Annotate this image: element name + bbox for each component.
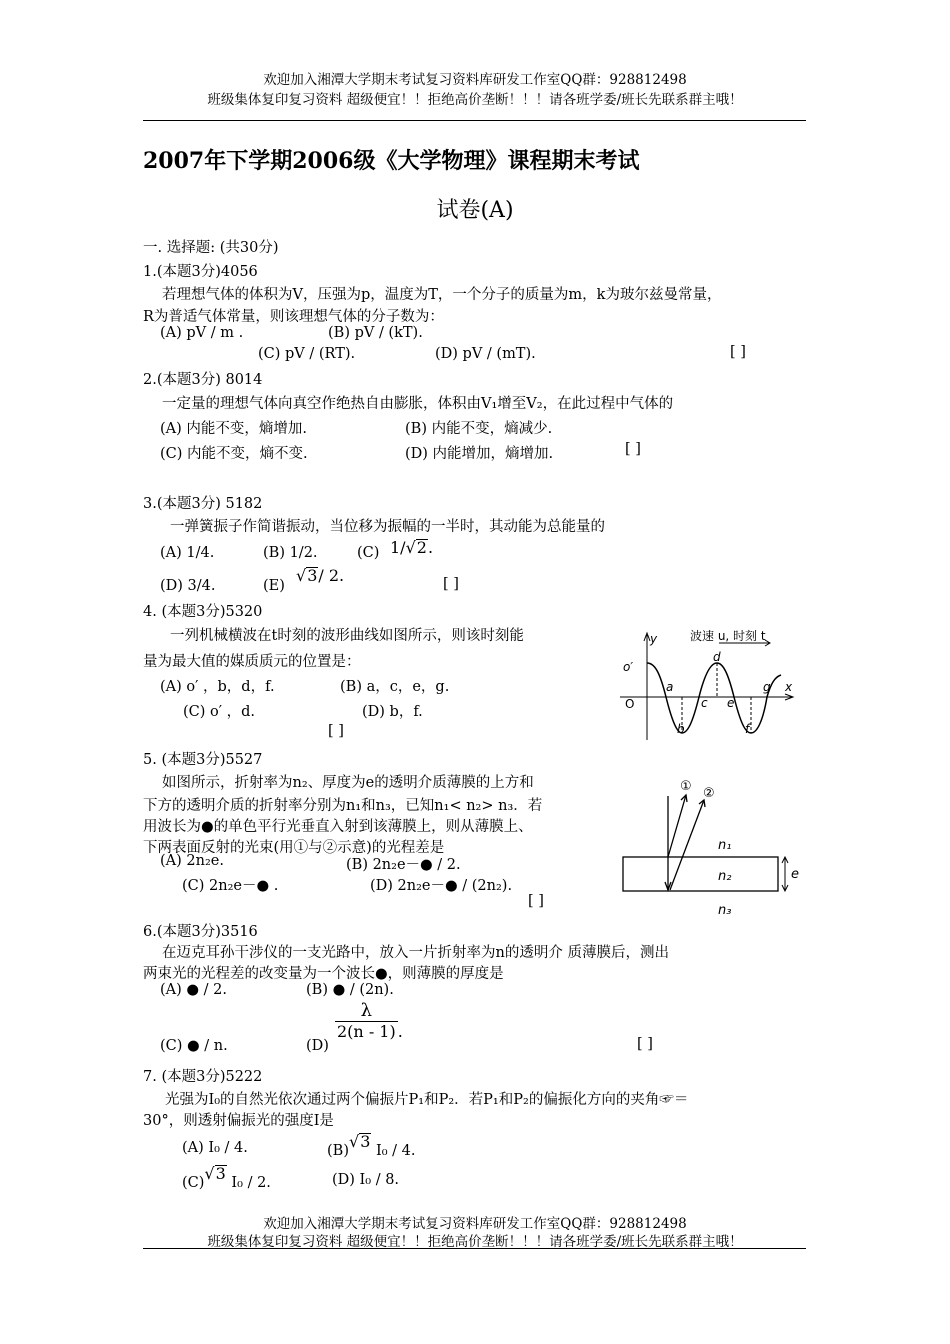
y-label: y [650,632,658,646]
n2-label: n₂ [718,869,732,884]
q7-option-b [327,1132,416,1159]
n1-label: n₁ [718,838,732,853]
q3-option-e-expr [296,566,344,585]
q5-option-b: (B) 2n₂e－● / 2. [346,857,461,873]
q2-option-b: (B) 内能不变，熵减少. [405,421,553,437]
point-c-label: c [701,696,708,710]
q4-stem-line2: 量为最大值的媒质质元的位置是： [143,654,361,670]
sqrt-sign-icon: √ [296,566,307,585]
q3-option-b: (B) 1/2. [263,545,318,561]
ray-1-label: ① [680,779,692,794]
q2-answer-bracket[interactable]: [ ] [625,441,641,457]
q3-answer-bracket[interactable]: [ ] [443,576,459,592]
film-layer [623,857,778,891]
q5-option-c: (C) 2n₂e－● . [182,878,279,894]
section-heading: 一. 选择题: (共30分) [143,240,279,256]
point-d-label: d [713,650,721,664]
q5-heading: 5. (本题3分)5527 [143,752,263,768]
q5-stem-line4: 下两表面反射的光束(用①与②示意)的光程差是 [143,840,445,856]
header-rule [143,120,806,121]
q2-option-d: (D) 内能增加，熵增加. [405,446,554,462]
sqrt-sign-icon: √ [348,1132,360,1151]
q3-option-c-label: (C) [357,545,380,561]
reflected-ray-2 [670,800,704,890]
q7-b-label: (B) [327,1143,349,1159]
q5-answer-bracket[interactable]: [ ] [528,893,544,909]
q2-heading: 2.(本题3分) 8014 [143,372,263,388]
q3-e-radicand: 3 [307,566,318,585]
q6-option-c: (C) ● / n. [160,1038,228,1054]
q5-option-d: (D) 2n₂e－● / (2n₂). [370,878,513,894]
q2-option-c: (C) 内能不变，熵不变. [160,446,308,462]
q4-option-a: (A) o′ ，b，d，f. [160,679,275,695]
footer-line-2: 班级集体复印复习资料 超级便宜！！拒绝高价垄断！！！请各班学委/班长先联系群主哦！ [207,1234,743,1250]
q7-c-radicand: 3 [215,1164,226,1183]
header-line-2: 班级集体复印复习资料 超级便宜！！拒绝高价垄断！！！请各班学委/班长先联系群主哦！ [207,92,743,108]
q3-heading: 3.(本题3分) 5182 [143,496,263,512]
q7-option-d: (D) I₀ / 8. [332,1172,400,1188]
point-g-label: g [763,680,771,694]
ray-2-label: ② [703,786,715,801]
q3-c-prefix: 1/ [390,538,406,557]
q1-option-c: (C) pV / (RT). [258,346,356,362]
q5-stem-line3: 用波长为●的单色平行光垂直入射到该薄膜上，则从薄膜上、 [143,819,533,835]
q6-option-b: (B) ● / (2n). [306,982,394,998]
q1-heading: 1.(本题3分)4056 [143,264,258,280]
q6-d-dot: . [397,1022,403,1041]
sqrt-sign-icon: √ [204,1164,215,1183]
q1-stem-line2: R为普适气体常量，则该理想气体的分子数为： [143,309,444,325]
o-prime-label: o′ [623,660,634,674]
q6-answer-bracket[interactable]: [ ] [637,1036,653,1052]
q7-option-c [182,1164,271,1191]
q4-wave-figure [615,625,805,743]
q3-option-d: (D) 3/4. [160,578,216,594]
q3-e-dot: . [339,566,345,585]
q7-option-a: (A) I₀ / 4. [182,1140,248,1156]
point-b-label: b [677,722,685,736]
point-e-label: e [727,696,735,710]
q5-option-a: (A) 2n₂e. [160,853,224,869]
q7-c-label: (C) [182,1175,205,1191]
q7-b-tail: I₀ / 4. [375,1143,416,1159]
point-a-label: a [666,680,674,694]
q4-option-c: (C) o′ ，d. [183,704,256,720]
wave-speed-label: 波速 u, 时刻 t [690,629,766,643]
q3-e-tail: / 2 [318,566,340,585]
thickness-label: e [791,867,799,882]
q7-c-tail: I₀ / 2. [231,1175,271,1191]
fraction-numerator: λ [360,1000,373,1021]
q5-stem-line2: 下方的透明介质的折射率分别为n₁和n₃，已知n₁< n₂> n₃．若 [143,798,543,814]
q1-stem-line1: 若理想气体的体积为V，压强为p，温度为T，一个分子的质量为m，k为玻尔兹曼常量， [162,287,722,303]
origin-label: O [625,697,635,711]
footer-line-1: 欢迎加入湘潭大学期末考试复习资料库研发工作室QQ群：928812498 [263,1216,687,1232]
q4-stem-line1: 一列机械横波在t时刻的波形曲线如图所示，则该时刻能 [170,628,524,644]
header-line-1: 欢迎加入湘潭大学期末考试复习资料库研发工作室QQ群：928812498 [263,72,687,88]
x-label: x [785,680,793,694]
q6-option-d-label: (D) [306,1038,329,1054]
q7-stem-line2: 30°，则透射偏振光的强度I是 [143,1113,334,1129]
q5-stem-line1: 如图所示，折射率为n₂、厚度为e的透明介质薄膜的上方和 [162,775,534,791]
q3-stem: 一弹簧振子作简谐振动，当位移为振幅的一半时，其动能为总能量的 [170,519,605,535]
reflected-ray-1 [668,795,686,857]
q6-option-a: (A) ● / 2. [160,982,227,998]
wave-curve [647,663,781,733]
q7-b-radicand: 3 [360,1132,371,1151]
q6-heading: 6.(本题3分)3516 [143,924,258,940]
q7-stem-line1: 光强为I₀的自然光依次通过两个偏振片P₁和P₂．若P₁和P₂的偏振化方向的夹角☞＝ [165,1092,689,1108]
q7-heading: 7. (本题3分)5222 [143,1069,263,1085]
q4-option-b: (B) a，c，e，g. [340,679,450,695]
q1-option-a: (A) pV / m . [160,325,244,341]
page-title: 2007年下学期2006级《大学物理》课程期末考试 [143,148,640,174]
page-subtitle: 试卷(A) [436,198,514,223]
q4-heading: 4. (本题3分)5320 [143,604,263,620]
q2-option-a: (A) 内能不变，熵增加. [160,421,308,437]
q3-option-a: (A) 1/4. [160,545,215,561]
point-f-label: f [745,722,750,736]
q4-answer-bracket[interactable]: [ ] [328,723,344,739]
q2-stem: 一定量的理想气体向真空作绝热自由膨胀，体积由V₁增至V₂，在此过程中气体的 [162,396,674,412]
q6-stem-line2: 两束光的光程差的改变量为一个波长●，则薄膜的厚度是 [143,966,504,982]
n3-label: n₃ [718,903,732,918]
q5-film-figure [620,770,810,920]
sqrt-sign-icon: √ [405,538,416,557]
q3-c-radicand: 2 [416,538,427,557]
fraction-denominator: 2(n - 1) [337,1022,396,1041]
q4-option-d: (D) b，f. [362,704,423,720]
q3-option-e-label: (E) [263,578,285,594]
q1-answer-bracket[interactable]: [ ] [730,344,746,360]
q6-option-d-fraction [335,1000,403,1041]
q1-option-d: (D) pV / (mT). [435,346,536,362]
q1-option-b: (B) pV / (kT). [328,325,423,341]
footer-rule [143,1248,806,1249]
q3-option-c-expr [390,538,433,557]
q3-c-dot: . [427,538,434,557]
q6-stem-line1: 在迈克耳孙干涉仪的一支光路中，放入一片折射率为n的透明介 质薄膜后，测出 [162,945,669,961]
